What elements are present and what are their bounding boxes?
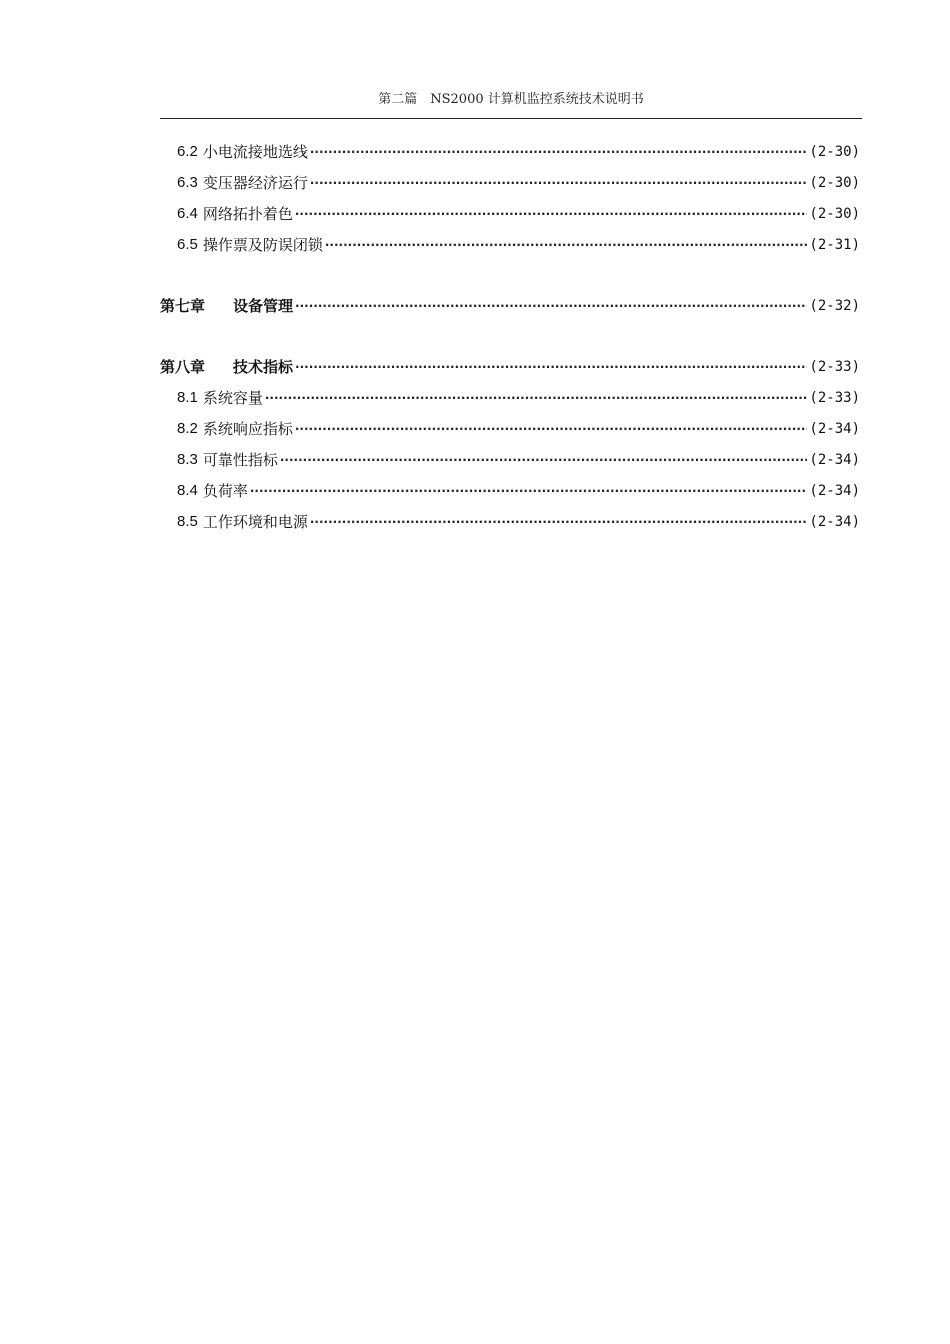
dot-leader (310, 143, 808, 161)
toc-entry-title: 工作环境和电源 (202, 513, 308, 531)
toc-chapter-8[interactable] (160, 351, 860, 382)
toc-entry-8-5[interactable] (160, 506, 860, 537)
toc-entry-number: 6.3 (177, 174, 198, 191)
toc-entry-page: (2-34) (809, 482, 860, 499)
toc-chapter-page: (2-33) (809, 358, 860, 375)
toc-entry-number: 8.2 (177, 420, 198, 437)
toc-entry-title: 可靠性指标 (202, 451, 278, 469)
toc-entry-title: 系统响应指标 (202, 420, 293, 438)
toc-entry-title: 操作票及防误闭锁 (202, 236, 323, 254)
toc-chapter-7[interactable] (160, 290, 860, 321)
dot-leader (295, 420, 808, 438)
toc-chapter-title: 技术指标 (233, 358, 294, 376)
toc-entry-6-2[interactable] (160, 136, 860, 167)
table-of-contents (160, 136, 860, 537)
dot-leader (310, 174, 808, 192)
toc-entry-number: 8.4 (177, 482, 198, 499)
toc-entry-page: (2-34) (809, 420, 860, 437)
toc-entry-page: (2-30) (809, 143, 860, 160)
toc-entry-8-3[interactable] (160, 444, 860, 475)
toc-chapter-title: 设备管理 (233, 297, 294, 315)
toc-entry-number: 6.5 (177, 236, 198, 253)
toc-entry-page: (2-30) (809, 205, 860, 222)
dot-leader (295, 358, 807, 376)
toc-chapter-number: 第八章 (160, 359, 206, 376)
toc-entry-8-2[interactable] (160, 413, 860, 444)
toc-entry-number: 6.2 (177, 143, 198, 160)
toc-entry-8-1[interactable] (160, 382, 860, 413)
toc-entry-6-4[interactable] (160, 198, 860, 229)
dot-leader (250, 482, 808, 500)
toc-chapter-page: (2-32) (809, 297, 860, 314)
dot-leader (280, 451, 808, 469)
toc-entry-page: (2-31) (809, 236, 860, 253)
toc-entry-number: 6.4 (177, 205, 198, 222)
toc-chapter-number: 第七章 (160, 298, 206, 315)
toc-entry-number: 8.5 (177, 513, 198, 530)
toc-entry-title: 系统容量 (202, 389, 263, 407)
toc-entry-6-5[interactable] (160, 229, 860, 260)
toc-entry-page: (2-30) (809, 174, 860, 191)
toc-entry-number: 8.3 (177, 451, 198, 468)
dot-leader (295, 205, 808, 223)
toc-entry-page: (2-33) (809, 389, 860, 406)
toc-entry-title: 变压器经济运行 (202, 174, 308, 192)
toc-entry-page: (2-34) (809, 451, 860, 468)
dot-leader (265, 389, 808, 407)
toc-entry-6-3[interactable] (160, 167, 860, 198)
dot-leader (310, 513, 808, 531)
toc-entry-page: (2-34) (809, 513, 860, 530)
dot-leader (295, 297, 807, 315)
page-header: 第二篇 NS2000 计算机监控系统技术说明书 (378, 92, 644, 107)
toc-entry-8-4[interactable] (160, 475, 860, 506)
toc-entry-title: 负荷率 (202, 482, 248, 500)
dot-leader (325, 236, 808, 254)
header-rule (160, 118, 862, 119)
toc-entry-number: 8.1 (177, 389, 198, 406)
toc-entry-title: 小电流接地选线 (202, 143, 308, 161)
toc-entry-title: 网络拓扑着色 (202, 205, 293, 223)
